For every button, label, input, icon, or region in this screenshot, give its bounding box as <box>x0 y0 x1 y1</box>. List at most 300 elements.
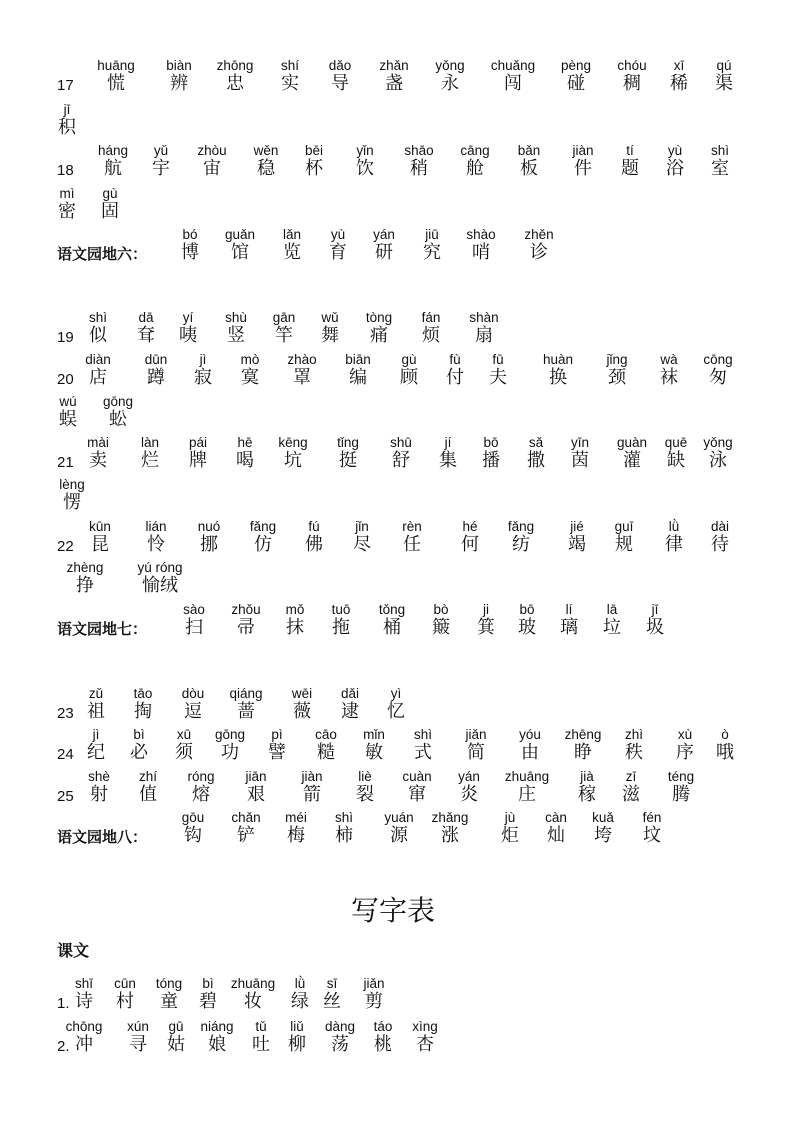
hanzi-character: 烂 <box>141 450 159 471</box>
hanzi-character: 序 <box>676 742 694 763</box>
pinyin: xún <box>127 1019 149 1034</box>
pinyin: dūn <box>144 352 168 367</box>
hanzi-character: 愣 <box>63 492 81 513</box>
lesson-number: 25 <box>57 788 74 805</box>
hanzi-character: 导 <box>331 73 349 94</box>
hanzi-character: 忠 <box>226 73 244 94</box>
pinyin: pái <box>188 435 208 450</box>
hanzi-character: 柳 <box>288 1034 306 1055</box>
hanzi-character: 待 <box>711 534 729 555</box>
pinyin: yì <box>390 686 402 701</box>
lesson-number: 20 <box>57 371 74 388</box>
pinyin: zhēng <box>564 727 602 742</box>
pinyin: zhǎn <box>379 58 409 73</box>
hanzi-character: 喝 <box>236 450 254 471</box>
hanzi-character: 坟 <box>643 825 661 846</box>
hanzi-character: 茵 <box>571 450 589 471</box>
hanzi-character: 盏 <box>385 73 403 94</box>
hanzi-character: 仿 <box>254 534 272 555</box>
hanzi-character: 挺 <box>339 450 357 471</box>
pinyin: zhǒu <box>231 602 261 617</box>
pinyin: jiàn <box>301 769 323 784</box>
hanzi-character: 须 <box>175 742 193 763</box>
pinyin: shī <box>74 976 94 991</box>
pinyin: bǎn <box>517 143 541 158</box>
pinyin: dǎi <box>340 686 360 701</box>
pinyin: shè <box>88 769 110 784</box>
hanzi-character: 夫 <box>489 367 507 388</box>
hanzi-character: 舱 <box>466 158 484 179</box>
hanzi-character: 式 <box>414 742 432 763</box>
pinyin: mì <box>59 186 75 201</box>
hanzi-character: 稼 <box>578 784 596 805</box>
pinyin: tí <box>626 143 634 158</box>
pinyin: zhōng <box>216 58 254 73</box>
hanzi-character: 简 <box>467 742 485 763</box>
hanzi-character: 圾 <box>646 617 664 638</box>
pinyin: fán <box>421 310 441 325</box>
pinyin: bō <box>519 602 535 617</box>
pinyin: dòu <box>181 686 205 701</box>
pinyin: yù <box>330 227 346 242</box>
page-title: 写字表 <box>351 894 436 927</box>
hanzi-character: 桶 <box>383 617 401 638</box>
pinyin: fū <box>492 352 504 367</box>
hanzi-character: 室 <box>711 158 729 179</box>
hanzi-character: 垃 <box>603 617 621 638</box>
hanzi-character: 冲 <box>75 1034 93 1055</box>
hanzi-character: 逮 <box>341 701 359 722</box>
lesson-number: 23 <box>57 705 74 722</box>
pinyin: shì <box>710 143 730 158</box>
hanzi-character: 咦 <box>179 325 197 346</box>
pinyin: shí <box>280 58 300 73</box>
pinyin: cāng <box>460 143 490 158</box>
text-line <box>0 686 794 722</box>
text-line <box>0 58 794 94</box>
hanzi-character: 妆 <box>244 991 262 1012</box>
pinyin: rèn <box>402 519 422 534</box>
pinyin: xìng <box>412 1019 438 1034</box>
pinyin: gū <box>168 1019 184 1034</box>
pinyin: wēi <box>291 686 313 701</box>
hanzi-character: 掏 <box>134 701 152 722</box>
pinyin: jiàn <box>572 143 594 158</box>
hanzi-character: 熔 <box>192 784 210 805</box>
pinyin: sī <box>326 976 338 991</box>
lesson-number: 2. <box>57 1038 70 1055</box>
hanzi-character: 纺 <box>512 534 530 555</box>
pinyin: shū <box>390 435 412 450</box>
pinyin: diàn <box>85 352 111 367</box>
pinyin: ji <box>483 602 489 617</box>
hanzi-character: 任 <box>403 534 421 555</box>
pinyin: jiǎn <box>465 727 487 742</box>
pinyin: cōng <box>703 352 733 367</box>
hanzi-character: 灌 <box>623 450 641 471</box>
hanzi-character: 童 <box>160 991 178 1012</box>
pinyin: huàn <box>542 352 574 367</box>
hanzi-character: 裂 <box>356 784 374 805</box>
hanzi-character: 怜 <box>147 534 165 555</box>
hanzi-character: 纪 <box>87 742 105 763</box>
pinyin: hē <box>237 435 253 450</box>
pinyin: guī <box>614 519 634 534</box>
pinyin: gù <box>401 352 417 367</box>
section-label: 语文园地七： <box>57 620 148 638</box>
hanzi-character: 卖 <box>89 450 107 471</box>
pinyin: yú róng <box>137 560 183 575</box>
hanzi-character: 灿 <box>547 825 565 846</box>
hanzi-character: 射 <box>90 784 108 805</box>
hanzi-character: 寞 <box>241 367 259 388</box>
pinyin: wěn <box>253 143 279 158</box>
hanzi-character: 舒 <box>392 450 410 471</box>
pinyin: mǒ <box>285 602 305 617</box>
hanzi-character: 竖 <box>227 325 245 346</box>
text-line <box>0 477 794 513</box>
hanzi-character: 值 <box>139 784 157 805</box>
section-label: 语文园地八： <box>57 828 148 846</box>
text-line <box>0 394 794 430</box>
pinyin: lí <box>565 602 573 617</box>
hanzi-character: 绿 <box>291 991 309 1012</box>
hanzi-character: 炬 <box>501 825 519 846</box>
hanzi-character: 寻 <box>129 1034 147 1055</box>
hanzi-character: 换 <box>549 367 567 388</box>
pinyin: kuǎ <box>592 810 614 825</box>
text-line <box>0 186 794 222</box>
hanzi-character: 实 <box>281 73 299 94</box>
hanzi-character: 蚣 <box>109 409 127 430</box>
pinyin: mǐn <box>363 727 385 742</box>
pinyin: qú <box>716 58 732 73</box>
hanzi-character: 窜 <box>408 784 426 805</box>
text-line <box>0 102 794 138</box>
pinyin: guǎn <box>224 227 256 242</box>
pinyin: zhí <box>138 769 158 784</box>
hanzi-character: 扇 <box>475 325 493 346</box>
hanzi-character: 耷 <box>137 325 155 346</box>
pinyin: liè <box>358 769 372 784</box>
hanzi-character: 哦 <box>716 742 734 763</box>
hanzi-character: 钩 <box>184 825 202 846</box>
pinyin: róng <box>187 769 215 784</box>
pinyin: dǎo <box>328 58 352 73</box>
pinyin: jià <box>580 769 594 784</box>
hanzi-character: 睁 <box>574 742 592 763</box>
pinyin: tǐng <box>337 435 359 450</box>
hanzi-character: 挪 <box>200 534 218 555</box>
hanzi-character: 律 <box>665 534 683 555</box>
text-line <box>0 519 794 555</box>
hanzi-character: 诊 <box>530 242 548 263</box>
hanzi-character: 宙 <box>203 158 221 179</box>
pinyin: shàn <box>469 310 499 325</box>
hanzi-character: 竭 <box>568 534 586 555</box>
pinyin: yán <box>458 769 480 784</box>
hanzi-character: 罩 <box>293 367 311 388</box>
pinyin: xū <box>176 727 192 742</box>
pinyin: tǒng <box>378 602 406 617</box>
pinyin: jiǎn <box>363 976 385 991</box>
hanzi-character: 慌 <box>107 73 125 94</box>
pinyin: táo <box>373 1019 393 1034</box>
pinyin: gù <box>102 186 118 201</box>
pinyin: tóng <box>155 976 183 991</box>
lesson-number: 1. <box>57 995 70 1012</box>
pinyin: bēi <box>304 143 324 158</box>
pinyin: nuó <box>197 519 221 534</box>
hanzi-character: 题 <box>621 158 639 179</box>
pinyin: gōu <box>181 810 205 825</box>
hanzi-character: 宇 <box>152 158 170 179</box>
hanzi-character: 稍 <box>410 158 428 179</box>
hanzi-character: 逗 <box>184 701 202 722</box>
hanzi-character: 编 <box>349 367 367 388</box>
hanzi-character: 玻 <box>518 617 536 638</box>
lesson-number: 22 <box>57 538 74 555</box>
pinyin: gōng <box>102 394 134 409</box>
pinyin: yù <box>667 143 683 158</box>
hanzi-character: 件 <box>574 158 592 179</box>
hanzi-character: 哨 <box>472 242 490 263</box>
hanzi-character: 吐 <box>252 1034 270 1055</box>
lesson-number: 21 <box>57 454 74 471</box>
hanzi-character: 碰 <box>567 73 585 94</box>
hanzi-character: 源 <box>390 825 408 846</box>
hanzi-character: 牌 <box>189 450 207 471</box>
hanzi-character: 饮 <box>356 158 374 179</box>
pinyin: wà <box>660 352 678 367</box>
text-line <box>0 352 794 388</box>
pinyin: hé <box>462 519 478 534</box>
hanzi-character: 必 <box>130 742 148 763</box>
pinyin: cāo <box>315 727 337 742</box>
hanzi-character: 炎 <box>460 784 478 805</box>
pinyin: gān <box>272 310 296 325</box>
hanzi-character: 敏 <box>365 742 383 763</box>
text-line <box>0 1019 794 1055</box>
hanzi-character: 竿 <box>275 325 293 346</box>
pinyin: háng <box>97 143 129 158</box>
pinyin: pèng <box>560 58 592 73</box>
hanzi-character: 渠 <box>715 73 733 94</box>
section-label: 语文园地六： <box>57 245 148 263</box>
pinyin: jù <box>504 810 516 825</box>
pinyin: téng <box>667 769 695 784</box>
lesson-number: 24 <box>57 746 74 763</box>
text-line <box>0 810 794 846</box>
hanzi-character: 舞 <box>321 325 339 346</box>
pinyin: jī <box>651 602 659 617</box>
hanzi-character: 抹 <box>286 617 304 638</box>
pinyin: shì <box>88 310 108 325</box>
pinyin: yán <box>373 227 395 242</box>
pinyin: tuō <box>331 602 351 617</box>
hanzi-character: 涨 <box>441 825 459 846</box>
text-line <box>0 769 794 805</box>
hanzi-character: 馆 <box>231 242 249 263</box>
hanzi-character: 航 <box>104 158 122 179</box>
hanzi-character: 拖 <box>332 617 350 638</box>
pinyin: bō <box>483 435 499 450</box>
hanzi-character: 蹲 <box>147 367 165 388</box>
pinyin: lā <box>606 602 618 617</box>
pinyin: zhuāng <box>504 769 550 784</box>
pinyin: kēng <box>278 435 308 450</box>
pinyin: bó <box>182 227 198 242</box>
lesson-number: 18 <box>57 162 74 179</box>
hanzi-character: 祖 <box>87 701 105 722</box>
hanzi-character: 浴 <box>666 158 684 179</box>
pinyin: lián <box>145 519 167 534</box>
hanzi-character: 垮 <box>594 825 612 846</box>
pinyin: biān <box>345 352 371 367</box>
hanzi-character: 姑 <box>167 1034 185 1055</box>
hanzi-character: 帚 <box>237 617 255 638</box>
pinyin: tǔ <box>255 1019 267 1034</box>
pinyin: lèng <box>59 477 85 492</box>
hanzi-character: 诗 <box>75 991 93 1012</box>
section-heading: 课文 <box>57 941 90 960</box>
hanzi-character: 薇 <box>293 701 311 722</box>
pinyin: guàn <box>616 435 648 450</box>
hanzi-character: 尽 <box>353 534 371 555</box>
hanzi-character: 匆 <box>709 367 727 388</box>
pinyin: yí <box>182 310 194 325</box>
pinyin: wú <box>59 394 77 409</box>
hanzi-character: 付 <box>446 367 464 388</box>
hanzi-character: 闯 <box>504 73 522 94</box>
pinyin: huāng <box>97 58 135 73</box>
pinyin: fén <box>642 810 662 825</box>
hanzi-character: 滋 <box>622 784 640 805</box>
pinyin: zhì <box>624 727 644 742</box>
hanzi-character: 碧 <box>199 991 217 1012</box>
hanzi-character: 铲 <box>237 825 255 846</box>
pinyin: zǔ <box>88 686 104 701</box>
hanzi-character: 规 <box>615 534 633 555</box>
pinyin: dā <box>138 310 154 325</box>
pinyin: fǎng <box>249 519 277 534</box>
hanzi-character: 烦 <box>422 325 440 346</box>
hanzi-character: 积 <box>58 117 76 138</box>
hanzi-character: 璃 <box>560 617 578 638</box>
pinyin: fǎng <box>507 519 535 534</box>
pinyin: chōng <box>65 1019 103 1034</box>
pinyin: jì <box>199 352 207 367</box>
pinyin: chóu <box>617 58 647 73</box>
pinyin: bò <box>433 602 449 617</box>
pinyin: jì <box>92 727 100 742</box>
pinyin: sǎ <box>528 435 544 450</box>
pinyin: jiū <box>425 227 439 242</box>
pinyin: yóu <box>519 727 541 742</box>
pinyin: shào <box>466 227 496 242</box>
pinyin: mò <box>240 352 260 367</box>
hanzi-character: 糙 <box>317 742 335 763</box>
pinyin: zhòu <box>197 143 227 158</box>
pinyin: fù <box>449 352 461 367</box>
pinyin: tòng <box>365 310 393 325</box>
pinyin: fú <box>308 519 320 534</box>
text-line <box>0 941 794 960</box>
hanzi-character: 扫 <box>185 617 203 638</box>
pinyin: shù <box>225 310 247 325</box>
pinyin: xī <box>673 58 685 73</box>
hanzi-character: 蔷 <box>237 701 255 722</box>
pinyin: bì <box>202 976 214 991</box>
pinyin: liǔ <box>290 1019 304 1034</box>
text-line <box>0 435 794 471</box>
pinyin: niáng <box>200 1019 234 1034</box>
pinyin: chǎn <box>231 810 261 825</box>
pinyin: gōng <box>214 727 246 742</box>
pinyin: jiān <box>245 769 267 784</box>
pinyin: qiáng <box>229 686 263 701</box>
hanzi-character: 剪 <box>365 991 383 1012</box>
hanzi-character: 坑 <box>284 450 302 471</box>
pinyin: yǐn <box>356 143 374 158</box>
hanzi-character: 撒 <box>527 450 545 471</box>
lesson-number: 19 <box>57 329 74 346</box>
hanzi-character: 缺 <box>667 450 685 471</box>
pinyin: shì <box>334 810 354 825</box>
hanzi-character: 梅 <box>287 825 305 846</box>
pinyin: yīn <box>570 435 590 450</box>
hanzi-character: 稳 <box>257 158 275 179</box>
pinyin: kūn <box>89 519 111 534</box>
hanzi-character: 娘 <box>208 1034 226 1055</box>
text-line <box>0 310 794 346</box>
hanzi-character: 腾 <box>672 784 690 805</box>
pinyin: dài <box>710 519 730 534</box>
hanzi-character: 艰 <box>247 784 265 805</box>
hanzi-character: 板 <box>520 158 538 179</box>
pinyin: mài <box>87 435 109 450</box>
hanzi-character: 何 <box>461 534 479 555</box>
pinyin: làn <box>140 435 160 450</box>
hanzi-character: 荡 <box>331 1034 349 1055</box>
text-line <box>0 976 794 1012</box>
hanzi-character: 辨 <box>170 73 188 94</box>
pinyin: tāo <box>133 686 153 701</box>
hanzi-character: 丝 <box>323 991 341 1012</box>
hanzi-character: 育 <box>329 242 347 263</box>
text-line <box>0 227 794 263</box>
pinyin: yǒng <box>435 58 465 73</box>
hanzi-character: 秩 <box>625 742 643 763</box>
hanzi-character: 寂 <box>194 367 212 388</box>
hanzi-character: 杏 <box>416 1034 434 1055</box>
hanzi-character: 桃 <box>374 1034 392 1055</box>
pinyin: zhǎng <box>431 810 469 825</box>
pinyin: yuán <box>384 810 414 825</box>
hanzi-character: 昆 <box>91 534 109 555</box>
hanzi-character: 譬 <box>268 742 286 763</box>
hanzi-character: 播 <box>482 450 500 471</box>
pinyin: wǔ <box>321 310 339 325</box>
pinyin: jié <box>570 519 584 534</box>
hanzi-character: 密 <box>58 201 76 222</box>
text-line <box>0 143 794 179</box>
pinyin: cuàn <box>402 769 432 784</box>
hanzi-character: 杯 <box>305 158 323 179</box>
pinyin: quē <box>664 435 688 450</box>
hanzi-character: 稠 <box>623 73 641 94</box>
hanzi-character: 柿 <box>335 825 353 846</box>
